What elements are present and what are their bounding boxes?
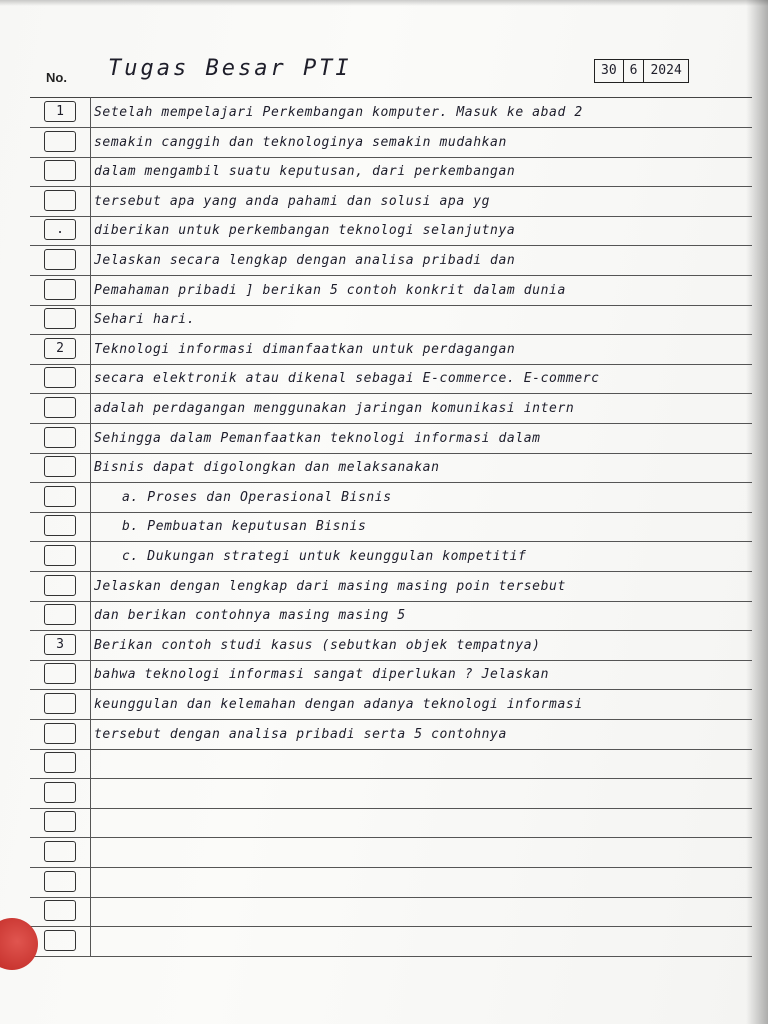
handwritten-line: Sehingga dalam Pemanfaatkan teknologi informasi dalam <box>94 430 541 446</box>
handwritten-line: Jelaskan secara lengkap dengan analisa pribadi dan <box>94 253 516 268</box>
notebook-row <box>30 748 752 779</box>
notebook-row <box>30 334 752 365</box>
handwritten-line: Pemahaman pribadi ] berikan 5 contoh konkrit dalam dunia <box>94 282 566 298</box>
row-number-box <box>44 190 76 211</box>
notebook-row <box>30 807 752 838</box>
row-number-box <box>44 515 76 536</box>
row-number-box <box>44 131 76 152</box>
notebook-row <box>30 630 752 661</box>
notebook-row <box>30 423 752 454</box>
notebook-row <box>30 275 752 306</box>
date-year: 2024 <box>650 63 682 78</box>
notebook-row <box>30 600 752 631</box>
handwritten-line: Bisnis dapat digolongkan dan melaksanakan <box>94 460 440 476</box>
row-number-box <box>44 575 76 596</box>
notebook-row <box>30 127 752 158</box>
handwritten-line: tersebut apa yang anda pahami dan solusi apa yg <box>94 193 491 209</box>
handwritten-line <box>94 870 750 896</box>
row-number-box <box>44 160 76 181</box>
handwritten-line: a. Proses dan Operasional Bisnis <box>122 489 392 505</box>
handwritten-line <box>94 899 750 925</box>
page-top-shadow <box>0 0 768 6</box>
row-number-box <box>44 308 76 329</box>
handwritten-line: keunggulan dan kelemahan dengan adanya teknologi informasi <box>94 697 583 712</box>
row-number-box: 2 <box>44 338 76 359</box>
notebook-row <box>30 541 752 572</box>
margin-line <box>90 97 91 957</box>
notebook-row <box>30 97 752 128</box>
handwritten-line: c. Dukungan strategi untuk keunggulan kompetitif <box>122 549 527 564</box>
notebook-row <box>30 215 752 246</box>
row-number-box <box>44 930 76 951</box>
notebook-row <box>30 867 752 898</box>
handwritten-line: dalam mengambil suatu keputusan, dari perkembangan <box>94 164 516 180</box>
row-number-box <box>44 545 76 566</box>
notebook-row <box>30 186 752 217</box>
row-number-box <box>44 604 76 625</box>
row-number-box <box>44 663 76 684</box>
notebook-row <box>30 511 752 542</box>
notebook-row <box>30 659 752 690</box>
handwritten-line: dan berikan contohnya masing masing 5 <box>94 608 406 624</box>
notebook-row <box>30 393 752 424</box>
page-title: Tugas Besar PTI <box>108 56 352 81</box>
notebook-row <box>30 452 752 483</box>
handwritten-line <box>94 810 750 836</box>
notebook-row <box>30 837 752 868</box>
notebook-row <box>30 571 752 602</box>
notebook-row <box>30 482 752 513</box>
notebook-row <box>30 778 752 809</box>
notebook-row <box>30 156 752 187</box>
row-number-box <box>44 279 76 300</box>
row-number-box <box>44 249 76 270</box>
notebook-row <box>30 689 752 720</box>
number-label: No. <box>46 70 67 85</box>
handwritten-line: Sehari hari. <box>94 312 196 328</box>
handwritten-line <box>94 781 750 807</box>
notebook-row <box>30 719 752 750</box>
handwritten-line: tersebut dengan analisa pribadi serta 5 contohnya <box>94 726 507 742</box>
row-number-box: . <box>44 219 76 240</box>
handwritten-line: semakin canggih dan teknologinya semakin mudahkan <box>94 134 507 150</box>
handwritten-line: Setelah mempelajari Perkembangan komputer. Masuk ke abad 2 <box>94 105 583 120</box>
handwritten-line: Berikan contoh studi kasus (sebutkan objek tempatnya) <box>94 637 541 653</box>
row-number-box <box>44 900 76 921</box>
handwritten-line <box>94 840 750 866</box>
row-number-box <box>44 486 76 507</box>
handwritten-line: diberikan untuk perkembangan teknologi selanjutnya <box>94 223 516 239</box>
date-month: 6 <box>624 60 645 82</box>
notebook-row <box>30 245 752 276</box>
handwritten-line: bahwa teknologi informasi sangat diperlukan ? Jelaskan <box>94 667 550 683</box>
row-number-box <box>44 782 76 803</box>
handwritten-line: Teknologi informasi dimanfaatkan untuk perdagangan <box>94 341 516 357</box>
handwritten-line: b. Pembuatan keputusan Bisnis <box>122 519 367 535</box>
row-number-box <box>44 427 76 448</box>
row-number-box <box>44 693 76 714</box>
row-number-box <box>44 723 76 744</box>
row-number-box: 1 <box>44 101 76 122</box>
row-number-box <box>44 752 76 773</box>
row-number-box: 3 <box>44 634 76 655</box>
handwritten-line <box>94 929 750 955</box>
row-number-box <box>44 841 76 862</box>
row-number-box <box>44 456 76 477</box>
notebook-row <box>30 896 752 927</box>
date-box <box>594 59 689 83</box>
handwritten-line: Jelaskan dengan lengkap dari masing masing poin tersebut <box>94 578 566 594</box>
handwritten-line <box>94 751 750 777</box>
notebook-row <box>30 363 752 394</box>
row-number-box <box>44 811 76 832</box>
handwritten-line: adalah perdagangan menggunakan jaringan komunikasi intern <box>94 401 575 416</box>
notebook-row <box>30 926 752 957</box>
handwritten-line: secara elektronik atau dikenal sebagai E-commerce. E-commerc <box>94 371 600 387</box>
row-number-box <box>44 367 76 388</box>
row-number-box <box>44 397 76 418</box>
notebook-row <box>30 304 752 335</box>
date-day: 30 <box>595 60 624 82</box>
row-number-box <box>44 871 76 892</box>
